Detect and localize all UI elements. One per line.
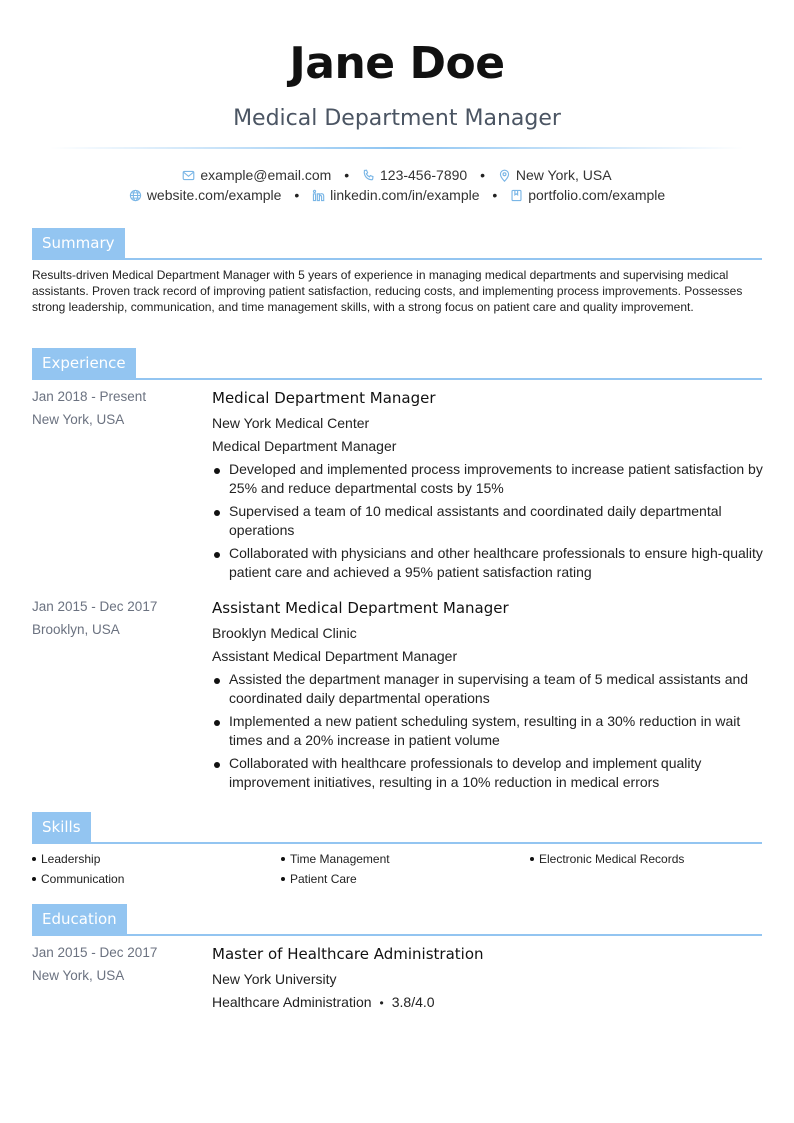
list-item: Collaborated with physicians and other healthcare professionals to ensure high-quality patient care and achieved a 95% patient satisfaction rating	[212, 544, 764, 582]
job-company: New York Medical Center	[212, 415, 370, 431]
job-bullets	[212, 460, 764, 586]
job-location: New York, USA	[32, 412, 125, 427]
location-text: New York, USA	[515, 167, 612, 184]
mail-icon	[182, 169, 195, 182]
phone-icon	[362, 169, 375, 182]
job-position: Assistant Medical Department Manager	[212, 648, 458, 664]
location-pin-icon	[498, 169, 511, 182]
contact-separator: •	[480, 167, 485, 184]
skills-section-header	[32, 812, 762, 844]
education-school: New York University	[212, 971, 337, 987]
experience-heading: Experience	[32, 348, 136, 378]
bookmark-icon	[510, 189, 523, 202]
job-date: Jan 2015 - Dec 2017	[32, 599, 158, 614]
candidate-name: Jane Doe	[289, 38, 505, 89]
skill-item: Electronic Medical Records	[530, 852, 684, 866]
education-degree: Master of Healthcare Administration	[212, 945, 484, 963]
job-bullets	[212, 670, 764, 796]
education-location: New York, USA	[32, 968, 125, 983]
education-heading: Education	[32, 904, 127, 934]
summary-text: Results-driven Medical Department Manager with 5 years of experience in managing medical departments and supervising medical assistants. Proven track record of improving patient satisfaction, reducing costs, and implementing process improvements. Possesses strong leadership, communication, and time management skills, with a strong focus on patient care and quality improvement.	[32, 268, 743, 314]
skill-item: Leadership	[32, 852, 100, 866]
list-item: Implemented a new patient scheduling system, resulting in a 30% reduction in wait times and a 20% increase in patient volume	[212, 712, 764, 750]
education-field: Healthcare Administration	[212, 994, 372, 1010]
phone-text: 123-456-7890	[380, 167, 468, 184]
contact-separator: •	[492, 187, 498, 204]
education-detail	[212, 994, 435, 1010]
list-item: Assisted the department manager in supervising a team of 5 medical assistants and coordinated daily departmental operations	[212, 670, 764, 708]
candidate-headline: Medical Department Manager	[233, 106, 561, 131]
job-location: Brooklyn, USA	[32, 622, 120, 637]
contact-location	[498, 167, 612, 183]
list-item: Supervised a team of 10 medical assistants and coordinated daily departmental operations	[212, 502, 764, 540]
skills-heading: Skills	[32, 812, 91, 842]
contact-portfolio[interactable]	[510, 187, 665, 203]
list-item: Collaborated with healthcare professionals to develop and implement quality improvement initiatives, resulting in a 10% reduction in medical errors	[212, 754, 764, 792]
skill-item: Patient Care	[281, 872, 357, 886]
summary-section-header	[32, 228, 762, 260]
education-separator: •	[379, 996, 384, 1011]
header-divider	[50, 147, 744, 149]
globe-icon	[129, 189, 142, 202]
website-text: website.com/example	[146, 187, 282, 204]
job-title: Medical Department Manager	[212, 389, 436, 407]
contact-separator: •	[344, 167, 350, 184]
list-item: Developed and implemented process improvements to increase patient satisfaction by 25% and reduce departmental costs by 15%	[212, 460, 764, 498]
job-title: Assistant Medical Department Manager	[212, 599, 509, 617]
contact-email[interactable]	[182, 167, 331, 183]
job-date: Jan 2018 - Present	[32, 389, 147, 404]
summary-heading: Summary	[32, 228, 125, 258]
education-gpa: 3.8/4.0	[391, 994, 435, 1010]
skill-item: Communication	[32, 872, 124, 886]
email-text: example@email.com	[200, 167, 332, 184]
skill-item: Time Management	[281, 852, 390, 866]
contact-row-primary	[0, 166, 794, 183]
portfolio-text: portfolio.com/example	[528, 187, 666, 204]
education-date: Jan 2015 - Dec 2017	[32, 945, 158, 960]
contact-row-links	[0, 186, 794, 203]
experience-section-header	[32, 348, 762, 380]
contact-linkedin[interactable]	[312, 187, 479, 203]
job-position: Medical Department Manager	[212, 438, 397, 454]
contact-phone[interactable]	[362, 167, 467, 183]
contact-website[interactable]	[129, 187, 282, 203]
contact-separator: •	[294, 187, 300, 204]
linkedin-text: linkedin.com/in/example	[330, 187, 480, 204]
education-section-header	[32, 904, 762, 936]
job-company: Brooklyn Medical Clinic	[212, 625, 357, 641]
linkedin-icon	[312, 189, 325, 202]
